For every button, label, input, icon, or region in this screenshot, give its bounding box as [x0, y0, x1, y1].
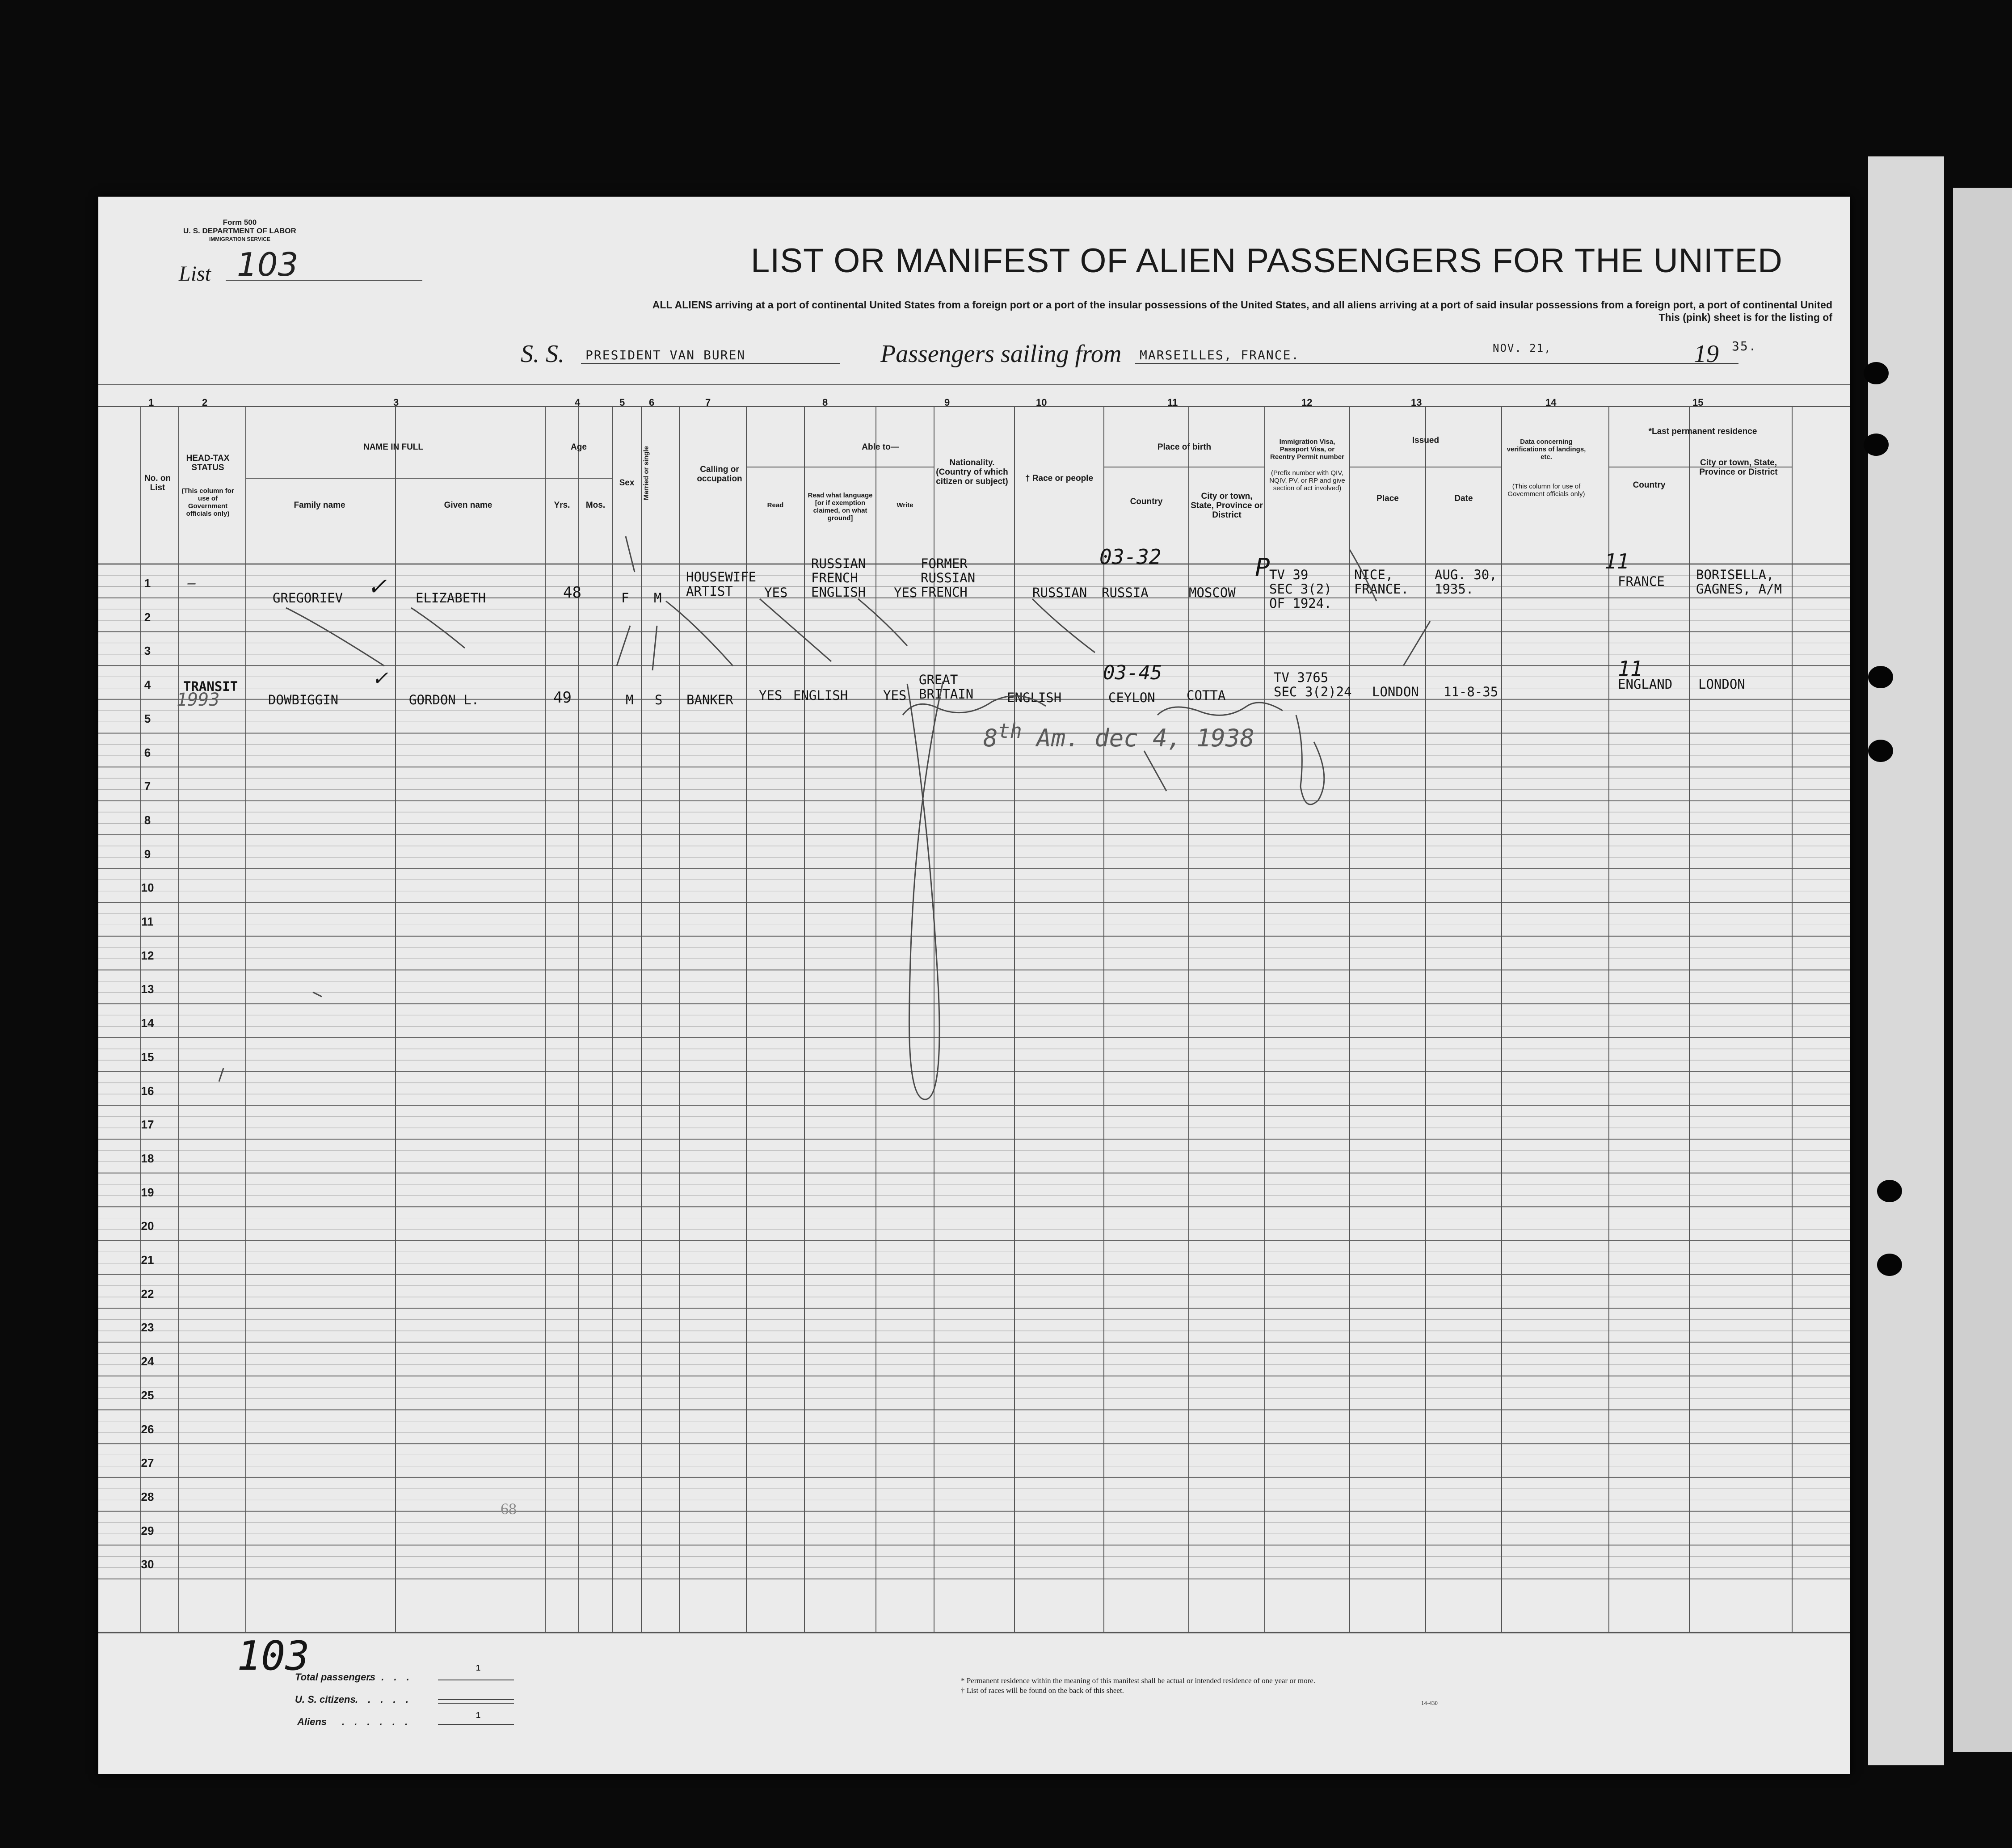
- p1-res-city-2: GAGNES, A/M: [1696, 581, 1782, 597]
- row-number: 3: [144, 644, 151, 658]
- row-number: 2: [144, 610, 151, 624]
- hdr-place-of-birth: Place of birth: [1157, 442, 1212, 452]
- list-number: 103: [237, 246, 299, 283]
- department: U. S. DEPARTMENT OF LABOR: [183, 227, 296, 235]
- p2-language: ENGLISH: [793, 688, 848, 703]
- p1-occupation-2: ARTIST: [686, 584, 733, 599]
- row-number: 22: [141, 1287, 154, 1301]
- hdr-visa: Immigration Visa, Passport Visa, or Reentry Permit number: [1270, 438, 1344, 461]
- p1-family-name: GREGORIEV: [273, 590, 343, 606]
- row-number: 11: [141, 915, 154, 928]
- p1-nationality-3: FRENCH: [921, 585, 968, 600]
- leader-dots: . . . .: [369, 1671, 413, 1683]
- col-num-9: 9: [944, 397, 950, 408]
- total-passengers-label: Total passengers: [295, 1671, 376, 1683]
- row-number: 12: [141, 948, 154, 962]
- hdr-last-residence: *Last permanent residence: [1648, 427, 1757, 436]
- p1-visa-1: TV 39: [1269, 567, 1309, 582]
- head-tax-dash: —: [188, 576, 196, 591]
- hdr-sex: Sex: [619, 478, 635, 488]
- p2-married: S: [655, 692, 663, 707]
- hdr-read-language: Read what language [or if exemption claimed, on what ground]: [808, 492, 873, 522]
- p1-issued-place-2: FRANCE.: [1354, 581, 1409, 597]
- col-num-15: 15: [1692, 397, 1704, 408]
- handwritten-p-mark: P: [1255, 553, 1270, 582]
- p2-given-name: GORDON L.: [409, 692, 480, 707]
- p1-birth-country: RUSSIA: [1102, 585, 1149, 600]
- p1-age: 48: [563, 584, 581, 602]
- pen-stroke: [858, 599, 907, 646]
- signature-stroke: [903, 696, 1046, 715]
- row-number: 17: [141, 1118, 154, 1132]
- row-number: 26: [141, 1422, 154, 1436]
- checkmark-icon: ✓: [369, 570, 385, 602]
- col-num-10: 10: [1036, 397, 1047, 408]
- leader-dots: . . . . . .: [342, 1716, 412, 1727]
- row-number: 18: [141, 1151, 154, 1165]
- service: IMMIGRATION SERVICE: [209, 236, 270, 242]
- manifest-sheet: [98, 197, 1850, 1774]
- list-label: List: [179, 262, 211, 286]
- hdr-data-concerning: Data concerning verifications of landings, etc.: [1507, 438, 1586, 461]
- pen-stroke: [760, 599, 831, 661]
- p1-issued-date-2: 1935.: [1435, 581, 1474, 597]
- hdr-write: Write: [897, 501, 913, 509]
- pen-stroke: [1032, 599, 1095, 652]
- row-number: 25: [141, 1388, 154, 1402]
- hdr-mos: Mos.: [585, 501, 606, 510]
- p1-race: RUSSIAN: [1032, 585, 1087, 600]
- p1-nationality-1: FORMER: [921, 556, 968, 571]
- row-number: 14: [141, 1016, 154, 1030]
- col-num-12: 12: [1301, 397, 1313, 408]
- binder-hole: [1868, 666, 1893, 688]
- row-number: 23: [141, 1321, 154, 1334]
- binder-hole: [1877, 1180, 1902, 1202]
- aliens-value: 1: [476, 1711, 481, 1720]
- hdr-head-tax-note: (This column for use of Government officials only): [181, 487, 234, 518]
- p1-nationality-2: RUSSIAN: [921, 570, 976, 585]
- row-number: 8: [144, 813, 151, 827]
- p1-occupation-1: HOUSEWIFE: [686, 569, 757, 585]
- p1-issued-place-1: NICE,: [1354, 567, 1393, 582]
- p2-res-city: LONDON: [1698, 677, 1745, 692]
- p2-age: 49: [553, 689, 572, 707]
- sailing-port: MARSEILLES, FRANCE.: [1140, 348, 1300, 362]
- row-number: 21: [141, 1253, 154, 1267]
- hdr-name-in-full: NAME IN FULL: [363, 442, 424, 452]
- binder-hole: [1877, 1254, 1902, 1276]
- p1-res-city-1: BORISELLA,: [1696, 567, 1774, 582]
- hdr-birth-city: City or town, State, Province or District: [1191, 492, 1263, 520]
- p2-birth-city: COTTA: [1187, 688, 1226, 703]
- hdr-res-city: City or town, State, Province or District: [1699, 458, 1778, 477]
- p2-head-tax: TRANSIT: [183, 679, 238, 694]
- col-num-8: 8: [822, 397, 828, 408]
- p2-birth-country: CEYLON: [1108, 690, 1155, 705]
- us-citizens-line: [438, 1699, 514, 1700]
- row-number: 27: [141, 1456, 154, 1470]
- p2-race: ENGLISH: [1007, 690, 1062, 705]
- us-citizens-label: U. S. citizens: [295, 1694, 356, 1705]
- form-number: Form 500: [223, 218, 257, 227]
- row-number: 16: [141, 1084, 154, 1098]
- binder-hole: [1868, 740, 1893, 762]
- p2-family-name: DOWBIGGIN: [268, 692, 339, 707]
- p1-married: M: [654, 590, 662, 606]
- form-code: 14-430: [1421, 1700, 1438, 1706]
- pen-stroke: [1144, 751, 1166, 791]
- ship-name: PRESIDENT VAN BUREN: [585, 348, 746, 362]
- row-number: 15: [141, 1050, 154, 1064]
- p1-birth-city: MOSCOW: [1189, 585, 1236, 600]
- hdr-visa-note: (Prefix number with QIV, NQIV, PV, or RP and give section of act involved): [1269, 469, 1345, 492]
- signature-loop: [907, 682, 943, 1099]
- hdr-read: Read: [767, 501, 784, 509]
- hdr-issued: Issued: [1412, 436, 1440, 445]
- year-suffix: 35.: [1732, 339, 1757, 354]
- p2-res-country: ENGLAND: [1618, 677, 1673, 692]
- p1-res-country: FRANCE: [1618, 574, 1665, 589]
- row-number: 4: [144, 678, 151, 692]
- aliens-underline: [438, 1724, 514, 1725]
- p1-language-2: FRENCH: [811, 570, 858, 585]
- p2-issued-date: 11-8-35: [1444, 684, 1498, 699]
- p1-read: YES: [764, 585, 788, 600]
- col-num-6: 6: [649, 397, 655, 408]
- stamp-number: 68: [501, 1500, 517, 1518]
- subtitle-line-1: ALL ALIENS arriving at a port of continental United States from a foreign port or a port of the insular possessions of the United States, and all aliens arriving at a port of said insular possessions from a foreign port, a port of continental United: [652, 299, 1832, 311]
- handwritten-date-note: 8th Am. dec 4, 1938: [983, 719, 1254, 752]
- hdr-nationality: Nationality. (Country of which citizen or subject): [936, 458, 1008, 486]
- hdr-no-on-list: No. on List: [144, 474, 171, 493]
- p1-visa-3: OF 1924.: [1269, 596, 1332, 611]
- col-num-2: 2: [202, 397, 208, 408]
- hdr-yrs: Yrs.: [554, 501, 570, 510]
- sailing-label: Passengers sailing from: [880, 340, 1122, 368]
- col-num-3: 3: [393, 397, 399, 408]
- col-num-4: 4: [575, 397, 581, 408]
- col-num-11: 11: [1167, 397, 1178, 408]
- adjacent-page: [1868, 156, 1944, 1765]
- p2-handwritten-code: 03-45: [1103, 661, 1162, 684]
- hdr-calling: Calling or occupation: [697, 465, 742, 484]
- handwritten-ditto-mark: 11: [1618, 657, 1643, 681]
- hdr-race: † Race or people: [1025, 474, 1094, 483]
- handwritten-marks: [98, 197, 1850, 1774]
- page-title: LIST OR MANIFEST OF ALIEN PASSENGERS FOR THE UNITED: [751, 242, 1783, 280]
- p1-visa-2: SEC 3(2): [1269, 581, 1332, 597]
- pen-stroke: [1350, 550, 1376, 601]
- pen-stroke: [219, 1068, 223, 1082]
- hdr-data-note: (This column for use of Government officials only): [1507, 483, 1585, 498]
- pen-stroke: [1403, 621, 1430, 666]
- pen-stroke: [617, 626, 630, 666]
- col-num-5: 5: [619, 397, 625, 408]
- pen-stroke: [313, 992, 322, 997]
- subtitle-line-2: This (pink) sheet is for the listing of: [1658, 312, 1832, 323]
- handwritten-head-tax-code: 1993: [177, 690, 220, 710]
- pen-stroke: [666, 601, 733, 666]
- p2-nationality-1: GREAT: [919, 672, 958, 687]
- p1-given-name: ELIZABETH: [416, 590, 486, 606]
- pen-stroke: [286, 608, 384, 666]
- hdr-married: Married or single: [642, 446, 650, 500]
- checkmark-icon: ✓: [373, 665, 387, 690]
- row-number: 6: [144, 745, 151, 759]
- hdr-issued-date: Date: [1454, 494, 1473, 503]
- p2-visa-2: SEC 3(2)24: [1274, 684, 1352, 699]
- total-passengers-value: 1: [476, 1663, 481, 1672]
- row-number: 13: [141, 982, 154, 996]
- row-number: 10: [141, 881, 154, 895]
- row-number: 9: [144, 847, 151, 861]
- hdr-head-tax: HEAD-TAX STATUS: [186, 454, 230, 472]
- footnote-residence: * Permanent residence within the meaning of this manifest shall be actual or intended residence of one year or more.: [961, 1676, 1316, 1685]
- p1-write: YES: [894, 585, 918, 600]
- p2-occupation: BANKER: [686, 692, 733, 707]
- col-num-14: 14: [1545, 397, 1557, 408]
- sailing-date: NOV. 21,: [1493, 342, 1552, 354]
- year-prefix: 19: [1694, 340, 1719, 368]
- hdr-birth-country: Country: [1130, 497, 1163, 506]
- p1-handwritten-code: 03-32: [1099, 545, 1162, 569]
- pen-stroke: [626, 536, 635, 572]
- adjacent-page-edge: [1953, 188, 2012, 1752]
- row-number: 19: [141, 1185, 154, 1199]
- footnote-races: † List of races will be found on the back of this sheet.: [961, 1686, 1124, 1695]
- binder-hole: [1864, 434, 1889, 456]
- hdr-age: Age: [571, 442, 587, 452]
- signature-stroke: [1158, 703, 1283, 715]
- col-num-13: 13: [1411, 397, 1422, 408]
- row-number: 5: [144, 711, 151, 725]
- signature-stroke: [1296, 715, 1324, 804]
- hdr-res-country: Country: [1633, 480, 1666, 490]
- row-number: 30: [141, 1558, 154, 1571]
- binder-hole: [1864, 362, 1889, 384]
- ss-label: S. S.: [521, 340, 564, 368]
- row-number: 20: [141, 1219, 154, 1233]
- aliens-label: Aliens: [297, 1716, 327, 1727]
- col-num-1: 1: [148, 397, 154, 408]
- row-number: 1: [144, 577, 151, 590]
- row-number: 28: [141, 1490, 154, 1503]
- handwritten-ditto-mark: 11: [1604, 549, 1629, 573]
- col-num-7: 7: [705, 397, 711, 408]
- hdr-family-name: Family name: [294, 501, 345, 510]
- hdr-able-to: Able to—: [862, 442, 899, 452]
- pen-stroke: [652, 626, 657, 670]
- p2-write: YES: [883, 688, 907, 703]
- p2-visa-1: TV 3765: [1274, 670, 1329, 685]
- us-citizens-line: [438, 1703, 514, 1704]
- hdr-issued-place: Place: [1376, 494, 1399, 503]
- p1-sex: F: [621, 590, 629, 606]
- p1-issued-date-1: AUG. 30,: [1435, 567, 1497, 582]
- p2-sex: M: [626, 692, 634, 707]
- p1-language-3: ENGLISH: [811, 585, 866, 600]
- p1-language-1: RUSSIAN: [811, 556, 866, 571]
- p2-nationality-2: BRITAIN: [919, 686, 974, 702]
- pen-stroke: [411, 608, 465, 648]
- p2-issued-place: LONDON: [1372, 684, 1419, 699]
- row-number: 29: [141, 1524, 154, 1537]
- leader-dots: . . . . .: [355, 1694, 413, 1705]
- p2-read: YES: [759, 688, 783, 703]
- hdr-given-name: Given name: [444, 501, 492, 510]
- row-number: 7: [144, 779, 151, 793]
- handwritten-list-number: 103: [237, 1633, 310, 1680]
- row-number: 24: [141, 1355, 154, 1368]
